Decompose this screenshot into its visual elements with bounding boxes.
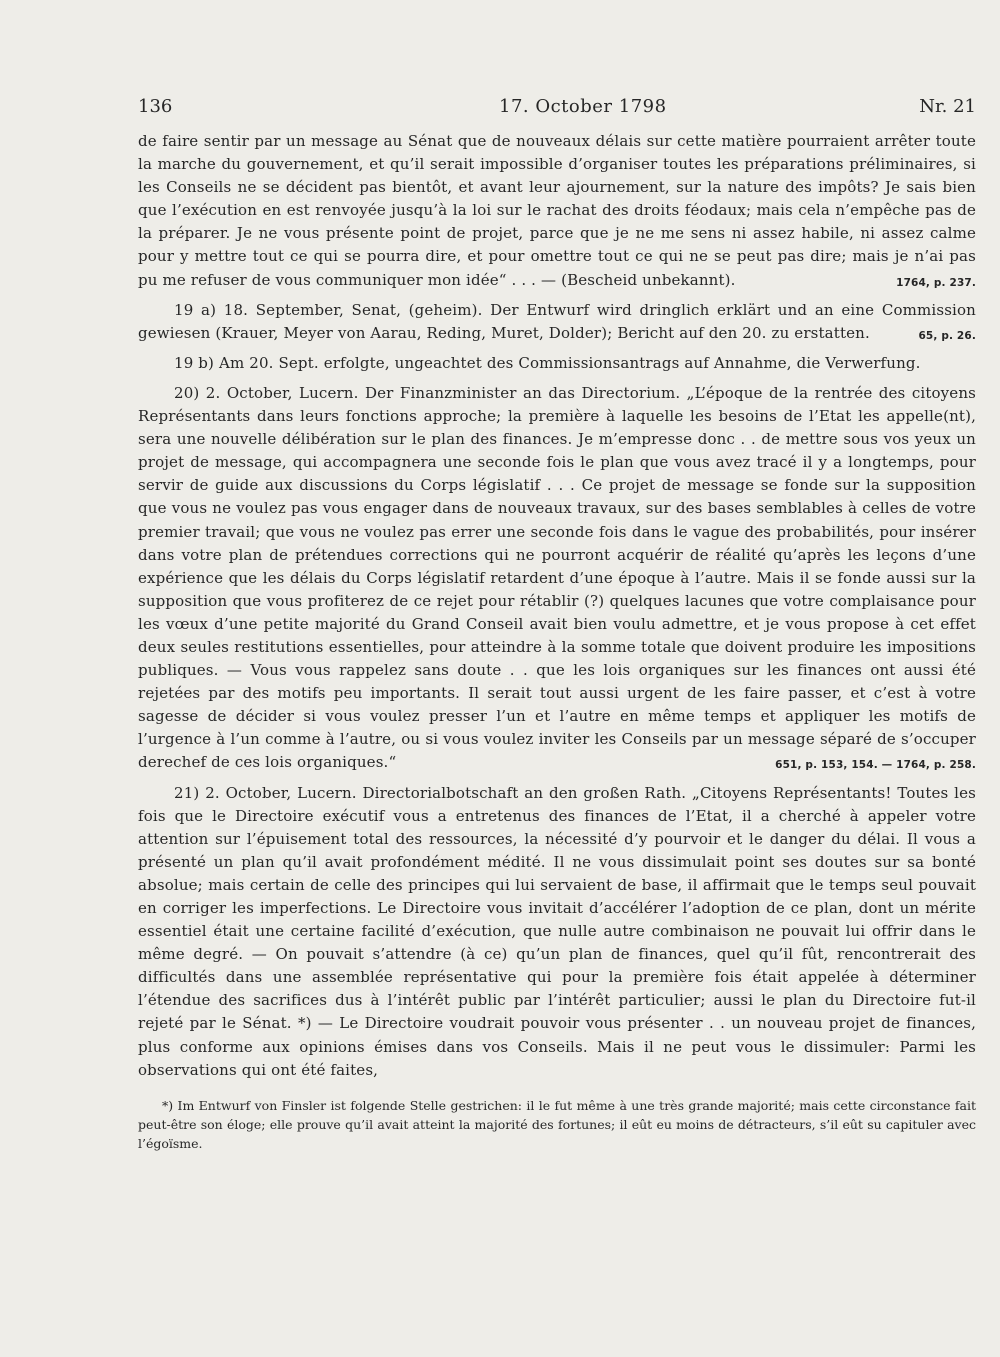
paragraph-19b [138, 352, 976, 375]
paragraph-text: de faire sentir par un message au Sénat que de nouveaux délais sur cette matière pourraient arrêter toute la marche du gouvernement, et qu’il serait impossible d’organiser toutes les préparations préliminaires, si les Conseils ne se décident pas bientôt, et avant leur ajournement, sur la nature des impôts? Je sais bien que l’exécution en est renvoyée jusqu’à la loi sur le rachat des droits féodaux; mais cela n’empêche pas de la préparer. Je ne vous présente point de projet, parce que je ne me sens ni assez habile, ni assez calme pour y mettre tout ce qui se pourra dire, et pour omettre tout ce qui ne se peut pas dire; mais je n’ai pas pu me refuser de vous communiquer mon idée“ . . . — (Bescheid unbekannt). [138, 132, 976, 289]
paragraph-text: 20) 2. October, Lucern. Der Finanzminister an das Directorium. „L’époque de la rentrée des citoyens Représentants dans leurs fonctions approche; la première à laquelle les besoins de l’Etat les appelle(nt), sera une nouvelle délibération sur le plan des finances. Je m’empresse donc . . de mettre sous vos yeux un projet de message, qui accompagnera une seconde fois le plan que vous avez tracé il y a longtemps, pour servir de guide aux discussions du Corps législatif . . . Ce projet de message se fonde sur la supposition que vous ne voulez pas vous engager dans de nouveaux travaux, sur des bases semblables à celles de votre premier travail; que vous ne voulez pas errer une seconde fois dans le vague des probabilités, pour insérer dans votre plan de prétendues corrections qui ne pourront acquérir de réalité qu’après les leçons d’une expérience que les délais du Corps législatif retardent d’une époque à l’autre. Mais il se fonde aussi sur la supposition que vous profiterez de ce rejet pour rétablir (?) quelques lacunes que votre complaisance pour les vœux d’une petite majorité du Grand Conseil avait bien voulu admettre, et je vous propose à cet effet deux seules restitutions essentielles, pour atteindre à la somme totale que doivent produire les impositions publiques. — Vous vous rappelez sans doute . . que les lois organiques sur les finances ont aussi été rejetées par des motifs peu importants. Il serait tout aussi urgent de les faire passer, et c’est à votre sagesse de décider si vous voulez presser l’un et l’autre en même temps et appliquer les motifs de l’urgence à l’un comme à l’autre, ou si vous voulez inviter les Conseils par un message séparé de s’occuper derechef de ces lois organiques.“ [138, 383, 976, 772]
source-reference: 65, p. 26. [918, 329, 976, 342]
header-date: 17. October 1798 [499, 96, 667, 117]
paragraph-20 [138, 382, 976, 775]
body-text [138, 130, 976, 1082]
page-number: 136 [138, 96, 173, 117]
document-number: Nr. 21 [919, 96, 976, 117]
paragraph-21 [138, 782, 976, 1082]
paragraph-19a [138, 299, 976, 345]
paragraph-continuation [138, 130, 976, 292]
paragraph-text: 19 b) Am 20. Sept. erfolgte, ungeachtet des Commissionsantrags auf Annahme, die Verwerfung. [174, 353, 921, 372]
paragraph-text: 21) 2. October, Lucern. Directorialbotschaft an den großen Rath. „Citoyens Représentants! Toutes les fois que le Directoire exécutif vous a entretenus des finances de l’Etat, il a cherché à appeler votre attention sur l’épuisement total des ressources, la nécessité d’y pourvoir et le danger du délai. Il vous a présenté un plan qu’il avait profondément médité. Il ne vous dissimulait point ses doutes sur sa bonté absolue; mais certain de celle des principes qui lui servaient de base, il affirmait que le temps seul pouvait en corriger les imperfections. Le Directoire vous invitait d’accélérer l’adoption de ce plan, dont un mérite essentiel était une certaine facilité d’exécution, que nulle autre combinaison ne pouvait lui offrir dans le même degré. — On pouvait s’attendre (à ce) qu’un plan de finances, quel qu’il fût, rencontrerait des difficultés dans une assemblée représentative qui pour la première fois était appelée à déterminer l’étendue des sacrifices dus à l’intérêt public par l’intérêt particulier; aussi le plan du Directoire fut-il rejeté par le Sénat. *) — Le Directoire voudrait pouvoir vous présenter . . un nouveau projet de finances, plus conforme aux opinions émises dans vos Conseils. Mais il ne peut vous le dissimuler: Parmi les observations qui ont été faites, [138, 783, 976, 1079]
running-header [138, 96, 976, 130]
source-reference: 1764, p. 237. [896, 276, 976, 289]
paragraph-text: 19 a) 18. September, Senat, (geheim). Der Entwurf wird dringlich erklärt und an eine Commission gewiesen (Krauer, Meyer von Aarau, Reding, Muret, Dolder); Bericht auf den 20. zu erstatten. [138, 300, 976, 342]
footnote: *) Im Entwurf von Finsler ist folgende Stelle gestrichen: il le fut même à une très grande majorité; mais cette circonstance fait peut-être son éloge; elle prouve qu’il avait atteint la majorité des fortunes; il eût eu moins de détracteurs, s’il eût su capituler avec l’égoïsme. [138, 1097, 976, 1151]
source-reference: 651, p. 153, 154. — 1764, p. 258. [775, 759, 976, 772]
footnote-section [138, 1096, 976, 1153]
